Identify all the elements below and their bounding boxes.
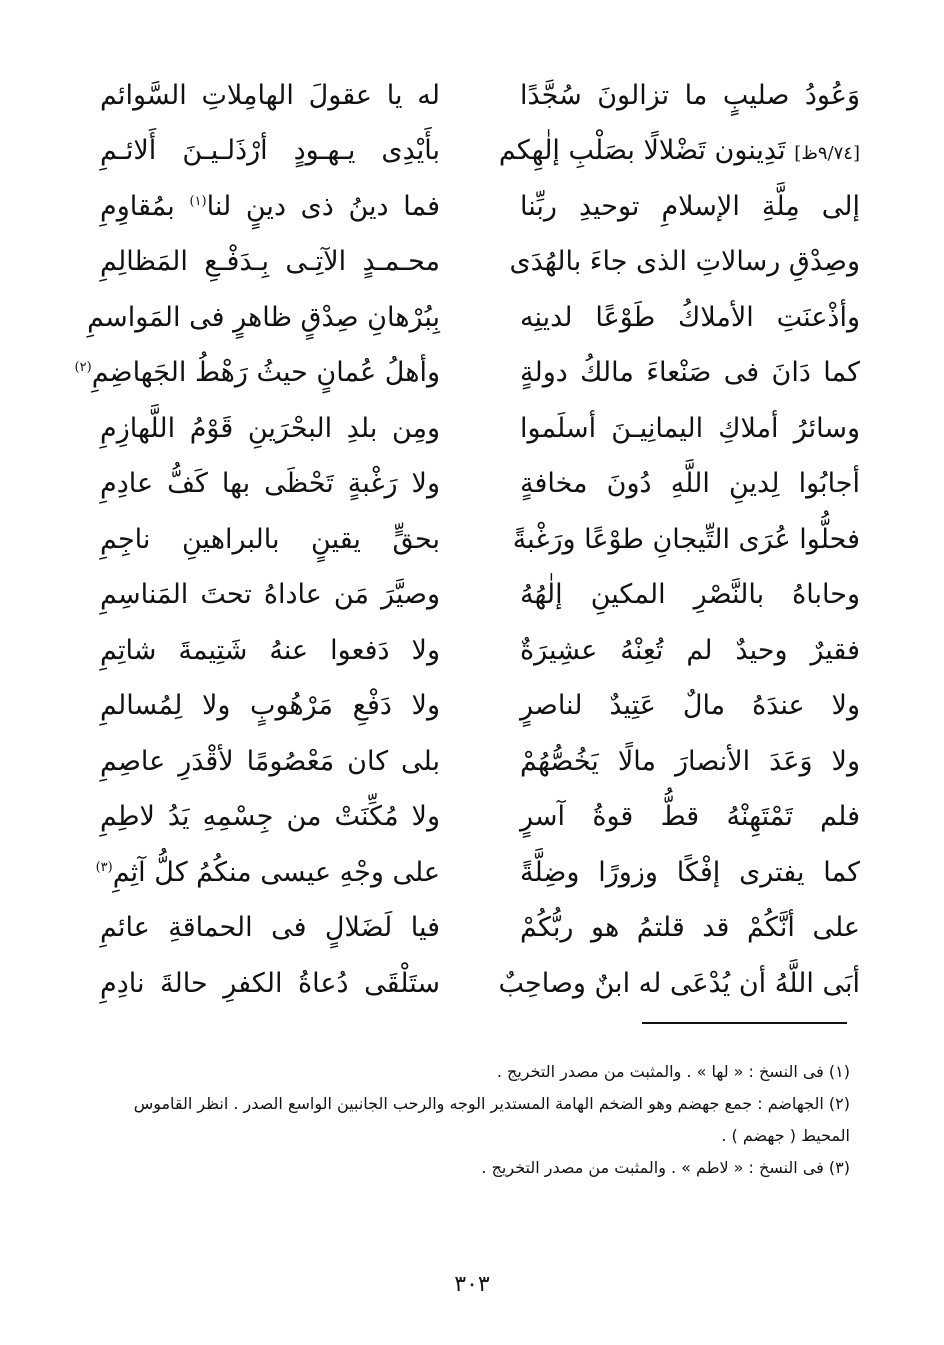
first-hemistich bbox=[498, 135, 860, 167]
verse bbox=[100, 623, 860, 679]
first-hemistich: فقيرٌ وحيدٌ لم تُعِنْهُ عشِيرَةٌ bbox=[520, 634, 860, 666]
first-hemistich: كما دَانَ فى صَنْعاءَ مالكُ دولةٍ bbox=[520, 357, 860, 389]
verse bbox=[100, 235, 860, 291]
second-hemistich: ستَلْقَى دُعاةُ الكفرِ حالةَ نادِمِ bbox=[100, 967, 440, 999]
verse bbox=[100, 734, 860, 790]
hemistich-text: على وجْهِ عيسى منكُمُ كلُّ آثِمِ bbox=[112, 856, 440, 888]
second-hemistich bbox=[74, 357, 440, 389]
verse bbox=[100, 790, 860, 846]
verse bbox=[100, 124, 860, 180]
first-hemistich: ولا وَعَدَ الأنصارَ مالًا يَخُصُّهُمْ bbox=[520, 745, 860, 777]
footnote: (١) فى النسخ : « لها » . والمثبت من مصدر التخريج . bbox=[496, 1062, 850, 1081]
first-hemistich: أبَى اللَّهُ أن يُدْعَى له ابنٌ وصاحِبٌ bbox=[498, 967, 860, 999]
second-hemistich: ولا رَغْبةٍ تَحْظَى بها كَفُّ عادِمِ bbox=[100, 468, 440, 500]
verse bbox=[87, 290, 860, 346]
second-hemistich bbox=[100, 191, 440, 223]
footnote-separator bbox=[642, 1022, 847, 1024]
verse bbox=[100, 68, 860, 124]
footnotes bbox=[130, 1056, 850, 1184]
verse bbox=[100, 179, 860, 235]
poem bbox=[74, 68, 860, 1012]
verse bbox=[95, 845, 860, 901]
second-hemistich: ولا دَفْعِ مَرْهُوبٍ ولا لِمُسالمِ bbox=[100, 690, 440, 722]
second-hemistich bbox=[95, 856, 440, 889]
first-hemistich: وصِدْقِ رسالاتِ الذى جاءَ بالهُدَى bbox=[509, 246, 860, 278]
second-hemistich: محـمـدٍ الآتِـى بِـدَفْـعِ المَظالِمِ bbox=[100, 246, 440, 278]
second-hemistich: ولا مُكِّنَتْ من جِسْمِهِ يَدُ لاطِمِ bbox=[100, 801, 440, 833]
hemistich-text: وأهلُ عُمانٍ حيثُ رَهْطُ الجَهاضِمِ bbox=[91, 357, 440, 389]
first-hemistich: وأذْعنَتِ الأملاكُ طَوْعًا لدينِه bbox=[520, 301, 860, 333]
second-hemistich: له يا عقولَ الهامِلاتِ السَّوائم bbox=[100, 79, 440, 111]
second-hemistich: بحقٍّ يقينٍ بالبراهينِ ناجِمِ bbox=[100, 523, 440, 555]
verse bbox=[100, 956, 860, 1012]
first-hemistich: كما يفترى إفْكًا وزورًا وضِلَّةً bbox=[520, 856, 860, 888]
first-hemistich: إلى مِلَّةِ الإسلامِ توحيدِ ربِّنا bbox=[520, 190, 860, 222]
first-hemistich: وَعُودُ صليبٍ ما تزالونَ سُجَّدًا bbox=[520, 79, 860, 111]
first-hemistich: على أنَّكُمْ قد قلتمُ هو ربُّكُمْ bbox=[520, 912, 860, 944]
footnote-ref: (٣) bbox=[95, 859, 113, 875]
footnote-ref: (٢) bbox=[74, 360, 92, 376]
footnote-ref: (١) bbox=[189, 193, 207, 209]
hemistich-tail: بمُقاوِمِ bbox=[100, 190, 175, 222]
second-hemistich: ومِن بلدِ البحْرَينِ قَوْمُ اللَّهازِمِ bbox=[100, 412, 440, 444]
second-hemistich: بِبُرْهانِ صِدْقٍ ظاهرٍ فى المَواسمِ bbox=[87, 301, 440, 333]
second-hemistich: فيا لَضَلالٍ فى الحماقةِ عائمِ bbox=[100, 912, 440, 944]
first-hemistich: ولا عندَهُ مالٌ عَتِيدٌ لناصرٍ bbox=[520, 690, 860, 722]
second-hemistich: بأَيْدِى يـهـودٍ أرْذَلـيـنَ أَلائـمِ bbox=[100, 135, 440, 167]
first-hemistich: أجابُوا لِدينِ اللَّهِ دُونَ مخافةٍ bbox=[520, 468, 860, 500]
second-hemistich: وصيَّرَ مَن عاداهُ تحتَ المَناسِمِ bbox=[100, 579, 440, 611]
verse bbox=[100, 512, 860, 568]
first-hemistich: وحاباهُ بالنَّصْرِ المكينِ إلٰهُهُ bbox=[520, 579, 860, 611]
verse bbox=[100, 457, 860, 513]
hemistich-text: فما دينُ ذى دينٍ لنا bbox=[206, 190, 440, 222]
first-hemistich: فلم تَمْتَهِنْهُ قطُّ قوةُ آسرٍ bbox=[520, 801, 860, 833]
page-number: ٣٠٣ bbox=[454, 1272, 490, 1297]
second-hemistich: ولا دَفعوا عنهُ شَتِيمةَ شاتِمِ bbox=[100, 634, 440, 666]
verse bbox=[100, 401, 860, 457]
manuscript-folio-marker: [٩/٧٤ظ] bbox=[794, 143, 860, 165]
verse bbox=[74, 346, 860, 402]
footnote: (٣) فى النسخ : « لاطم » . والمثبت من مصدر التخريج . bbox=[481, 1158, 850, 1177]
footnote: (٢) الجهاضم : جمع جهضم وهو الضخم الهامة المستدير الوجه والرحب الجانبين الواسع الصدر . انظر القاموس المحيط ( جهضم ) . bbox=[133, 1094, 850, 1145]
first-hemistich: فحلُّوا عُرَى التِّيجانِ طوْعًا ورَغْبةً bbox=[512, 523, 860, 555]
verse bbox=[100, 901, 860, 957]
verse bbox=[100, 679, 860, 735]
hemistich-text: تَدِينون تَضْلالًا بصَلْبِ إلٰهِكم bbox=[498, 135, 786, 167]
first-hemistich: وسائرُ أملاكِ اليمانِيـنَ أسلَموا bbox=[520, 412, 860, 444]
second-hemistich: بلى كان مَعْصُومًا لأقْدَرِ عاصِمِ bbox=[100, 745, 440, 777]
verse bbox=[100, 568, 860, 624]
